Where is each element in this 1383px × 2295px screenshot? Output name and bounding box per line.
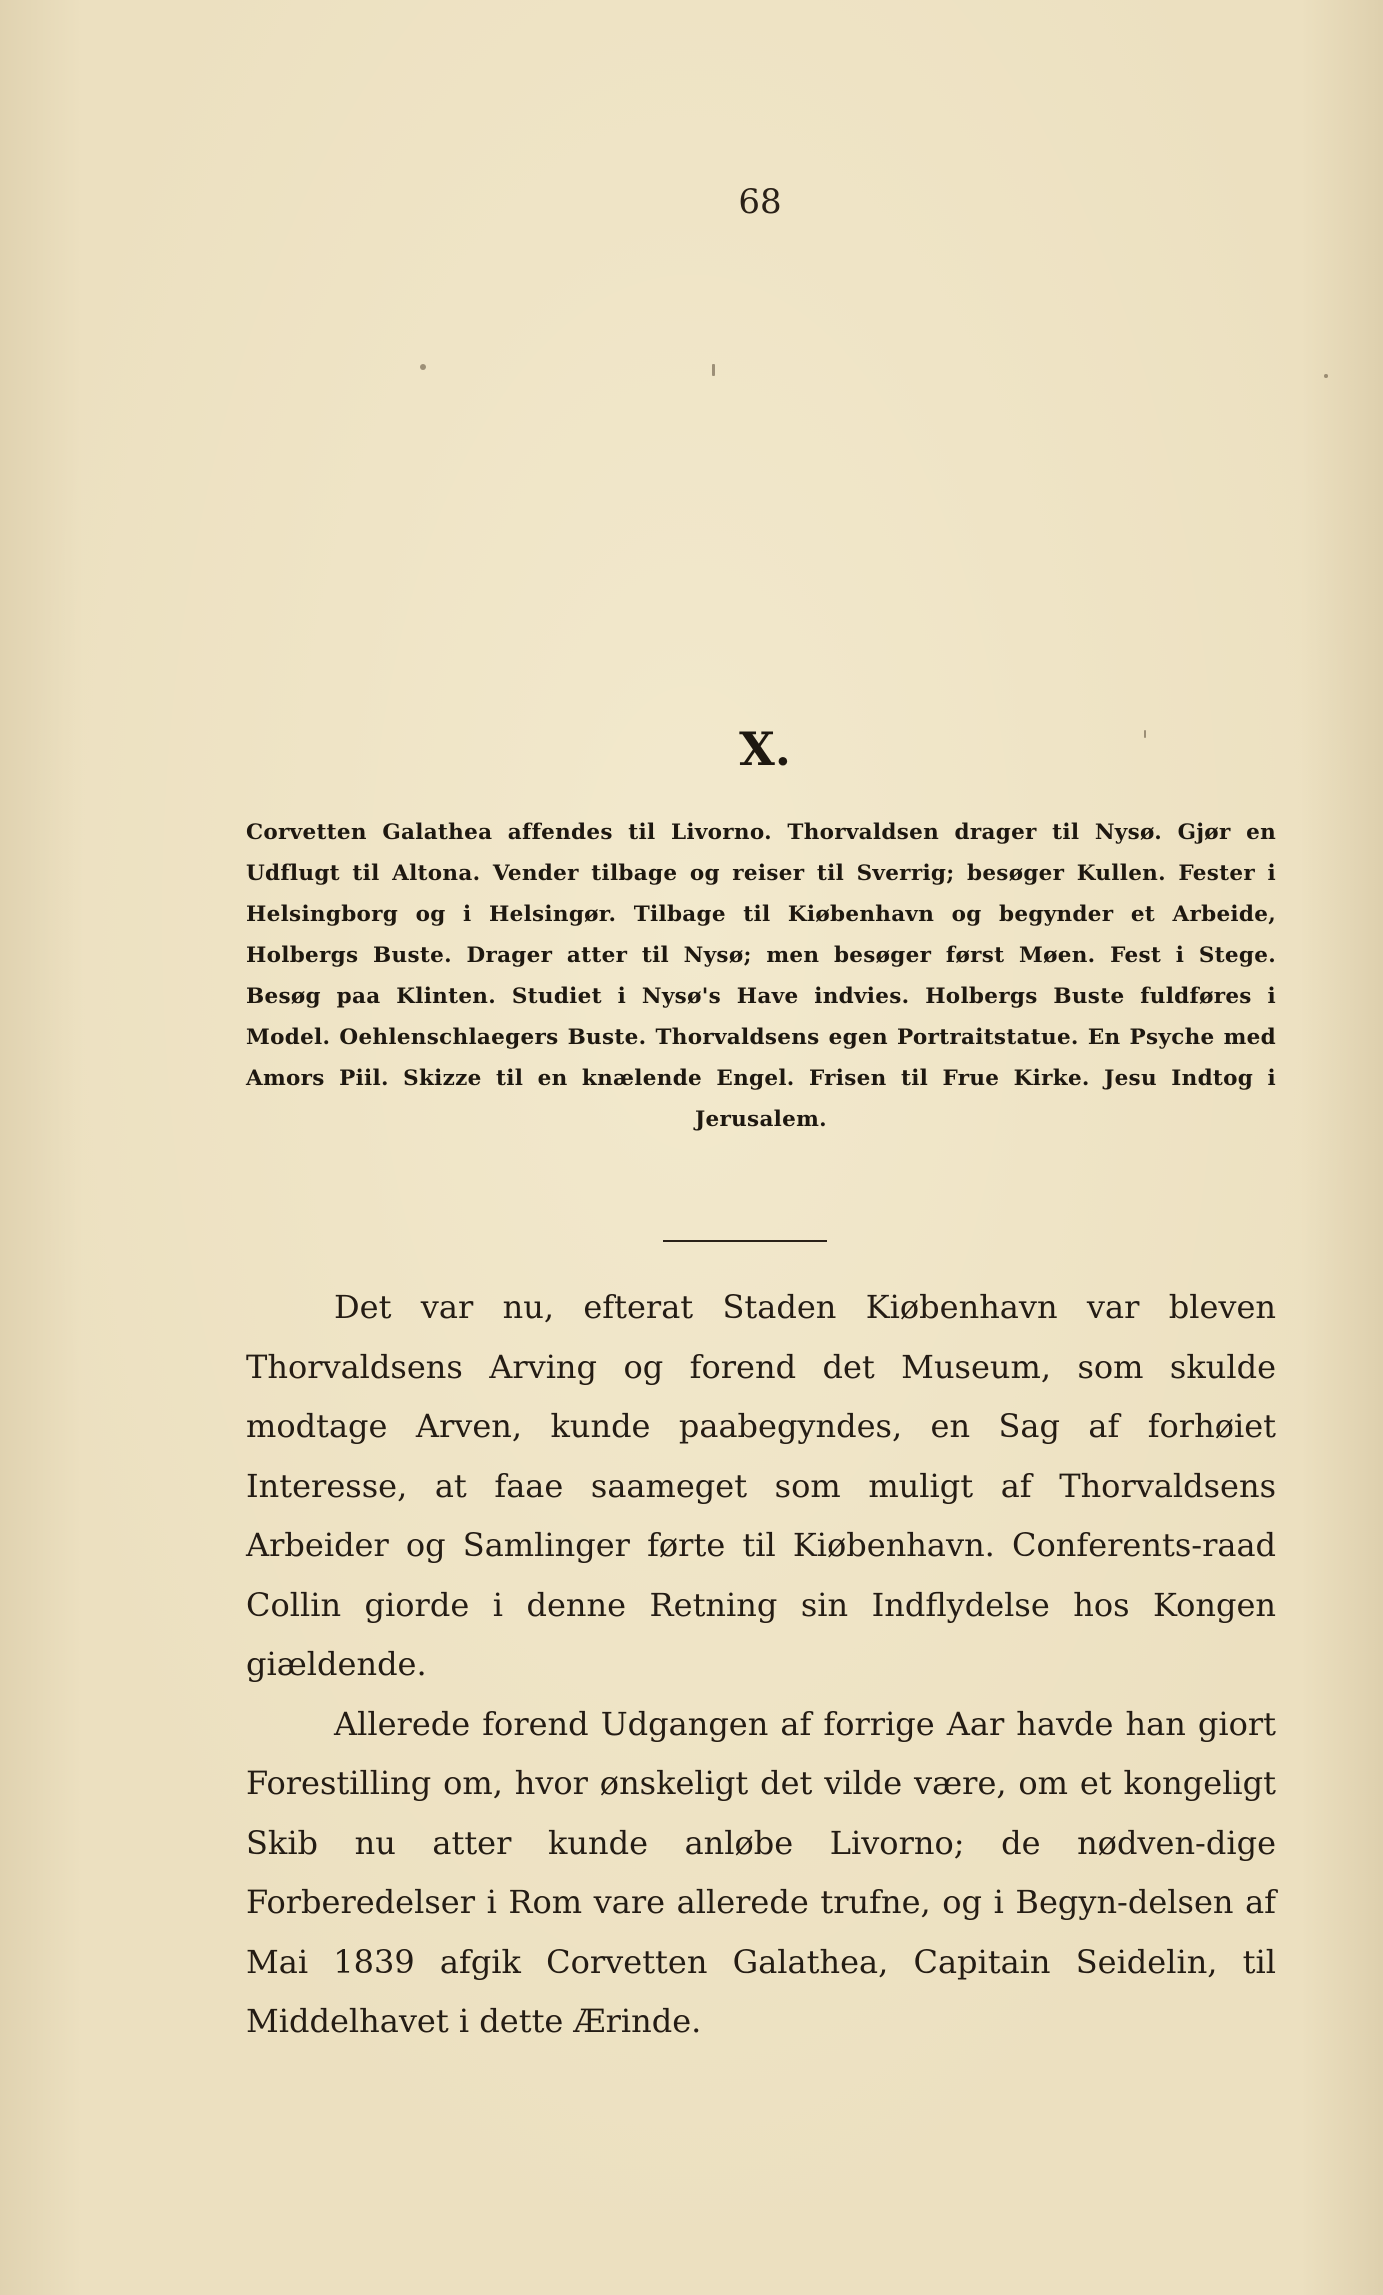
section-divider <box>663 1240 827 1242</box>
chapter-heading: X. <box>739 722 791 776</box>
ink-speck <box>1324 374 1328 378</box>
ink-speck <box>420 364 426 370</box>
chapter-summary: Corvetten Galathea affendes til Livorno. Thorvaldsen drager til Nysø. Gjør en Udflugt til Altona. Vender tilbage og reiser til Sverrig; besøger Kullen. Fester i Helsingborg og i Helsingør. Tilbage til Kiøbenhavn og begynder et Arbeide, Holbergs Buste. Drager atter til Nysø; men besøger først Møen. Fest i Stege. Besøg paa Klinten. Studiet i Nysø's Have indvies. Holbergs Buste fuldføres i Model. Oehlenschlaegers Buste. Thorvaldsens egen Portraitstatue. En Psyche med Amors Piil. Skizze til en knælende Engel. Frisen til Frue Kirke. Jesu Indtog i Jerusalem. <box>246 820 1276 1132</box>
body-text <box>246 1278 1276 2052</box>
page-number: 68 <box>738 182 782 222</box>
paragraph: Allerede forend Udgangen af forrige Aar havde han giort Forestilling om, hvor ønskeligt det vilde være, om et kongeligt Skib nu atter kunde anløbe Livorno; de nødven-dige Forberedelser i Rom vare allerede trufne, og i Begyn-delsen af Mai 1839 afgik Corvetten Galathea, Capitain Seidelin, til Middelhavet i dette Ærinde. <box>246 1704 1276 2040</box>
paragraph: Det var nu, efterat Staden Kiøbenhavn var bleven Thorvaldsens Arving og forend det Museum, som skulde modtage Arven, kunde paabegyndes, en Sag af forhøiet Interesse, at faae saameget som muligt af Thorvaldsens Arbeider og Samlinger førte til Kiøbenhavn. Conferents-raad Collin giorde i denne Retning sin Indflydelse hos Kongen giældende. <box>246 1288 1276 1683</box>
ink-speck <box>712 364 715 376</box>
